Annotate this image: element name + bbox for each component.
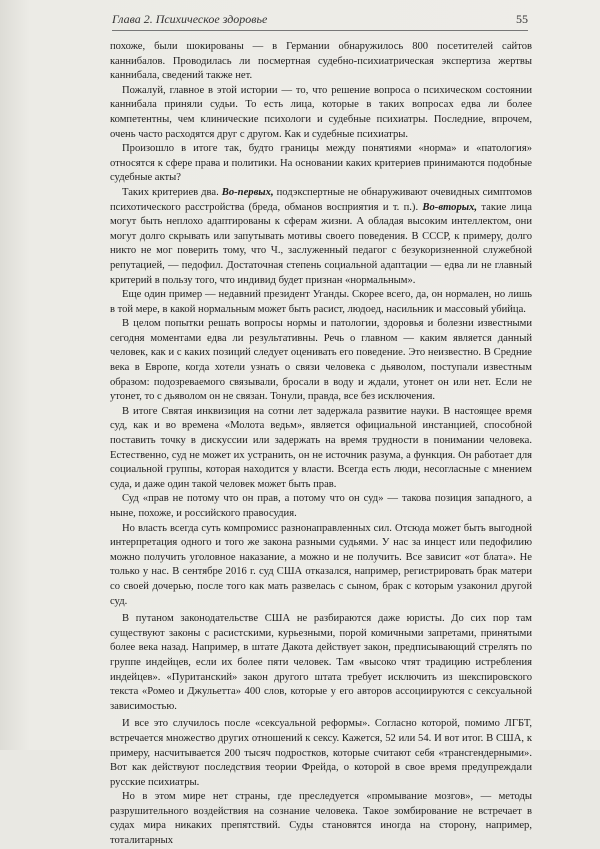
paragraph: Пожалуй, главное в этой истории — то, что решение вопроса о психическом состоянии каннибала приняли судьи. То есть лица, которые в таких вопросах едва ли более компетентны, чем клинические психологи и судебные психиатры. Последние, впрочем, очень часто расходятся друг с другом. Как и судебные психиатры. bbox=[110, 84, 532, 140]
page-body bbox=[110, 40, 532, 849]
paragraph: Но в этом мире нет страны, где преследуется «промывание мозгов», — методы разрушительного воздействия на сознание человека. Такое зомбирование не встречает в судах мира никаких препятствий. Суды становятся иногда на сторону, например, тоталитарных bbox=[110, 791, 532, 847]
paragraph: В итоге Святая инквизиция на сотни лет задержала развитие науки. В настоящее время суд, как и во времена «Молота ведьм», является официальной инстанцией, способной поставить точку в дискуссии или задержать на время трудности в понимании человека. Естественно, суд не может их устранить, он не источник разума, а функция. Он работает для социальной группы, которая находится у власти. Всегда есть люди, несогласные с мнением суда, и даже один такой человек может быть прав. bbox=[110, 405, 532, 490]
paragraph: Но власть всегда суть компромисс разнонаправленных сил. Отсюда может быть выгодной интерпретация одного и того же закона разными судьями. У нас за инцест или педофилию можно получить уголовное наказание, а можно и не получить. Все зависит «от блата». Не только у нас. В сентябре 2016 г. суд США отказался, например, регистрировать брак матери со своей дочерью, после того как мать развелась с сыном, брак с которым узаконил другой суд. bbox=[110, 522, 532, 607]
paragraph: В путаном законодательстве США не разбираются даже юристы. До сих пор там существуют законы с расистскими, курьезными, порой комичными запретами, принятыми более века назад. Например, в штате Дакота действует закон, предписывающий стрелять по группе индейцев, если их более пяти человек. Там «высоко чтят традицию истребления индейцев». «Пуританский» закон другого штата требует исключить из шекспировского текста «Ромео и Джульетта» 400 слов, которые у его авторов ассоциируются с сексуальной зависимостью. bbox=[110, 613, 532, 712]
paragraph-text: такие лица могут быть неплохо адаптированы к сферам жизни. А обладая высоким интеллектом, они могут долго скрывать или запутывать мотивы своего поведения. В СССР, к примеру, долго никто не мог поверить тому, что Ч., заслуженный педагог с безукоризненной служебной репутацией, — педофил. Достаточная степень социальной адаптации — едва ли не главный критерий в пользу того, что индивид будет признан «нормальным». bbox=[110, 201, 532, 286]
chapter-title: Глава 2. Психическое здоровье bbox=[112, 12, 268, 26]
emphasis-first: Во-первых, bbox=[221, 186, 274, 198]
paragraph-text: Таких критериев два. bbox=[122, 186, 222, 198]
paragraph: Суд «прав не потому что он прав, а потому что он суд» — такова позиция западного, а ныне, похоже, и российского правосудия. bbox=[110, 493, 532, 519]
header-divider bbox=[112, 30, 528, 31]
paragraph: Произошло в итоге так, будто границы между понятиями «норма» и «патология» относятся к сфере права и политики. На основании каких критериев принимаются подобные судебные акты? bbox=[110, 143, 532, 184]
paragraph: похоже, были шокированы — в Германии обнаружилось 800 посетителей сайтов каннибалов. Проводилась ли посмертная судебно-психиатрическая экспертиза жертвы каннибала, сведений также нет. bbox=[110, 41, 532, 82]
paragraph: И все это случилось после «сексуальной реформы». Согласно которой, помимо ЛГБТ, встречается множество других отношений к сексу. Кажется, 52 или 54. И вот итог. В США, к примеру, насчитывается 200 тысяч подростков, которые считают себя «трансгендерными». Вот как действуют последствия теории Фрейда, о которой в свое время предупреждали русские психиатры. bbox=[110, 718, 532, 788]
paragraph: В целом попытки решать вопросы нормы и патологии, здоровья и болезни известными сегодня моментами едва ли результативны. Речь о главном — каким является данный человек, как и с каких позиций следует оценивать его поведение. Это неизвестно. В Средние века в Европе, когда хотели узнать о связи человека с дьяволом, поступали известным образом: подозреваемого связывали, бросали в воду и ждали, утонет он или нет. Если не утонет, то с дьяволом он не связан. Тонули, правда, все без исключения. bbox=[110, 318, 532, 403]
paragraph-text: подэкспертные не обнаруживают очевидных симптомов психотического расстройства (бреда, обманов восприятия и т. п.). bbox=[110, 186, 532, 213]
paragraph bbox=[110, 186, 532, 288]
page-number: 55 bbox=[516, 12, 528, 26]
paragraph: Еще один пример — недавний президент Уганды. Скорее всего, да, он нормален, но лишь в той мере, в какой нормальным может быть расист, людоед, насильник и массовый убийца. bbox=[110, 289, 532, 315]
emphasis-second: Во-вторых, bbox=[422, 201, 478, 213]
